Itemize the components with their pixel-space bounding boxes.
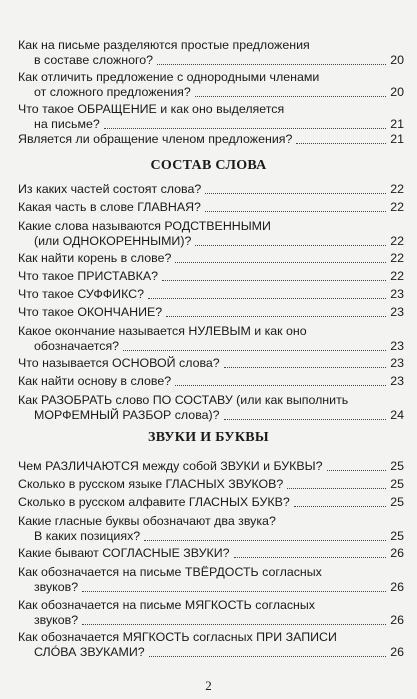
leader-dots xyxy=(294,505,386,507)
toc-entry xyxy=(18,251,404,266)
toc-page-number: 22 xyxy=(390,234,404,248)
toc-entry-text: Является ли обращение членом предложения? xyxy=(18,132,293,146)
toc-entry-line1: Какие гласные буквы обозначают два звука? xyxy=(18,514,276,528)
toc-entry xyxy=(18,514,404,544)
toc-entry-text: Сколько в русском алфавите ГЛАСНЫХ БУКВ? xyxy=(18,495,290,509)
toc-entry xyxy=(18,305,404,320)
toc-entry xyxy=(18,495,404,510)
toc-entry xyxy=(18,182,404,197)
toc-entry-text: Что такое ОКОНЧАНИЕ? xyxy=(18,305,163,319)
toc-page-number: 26 xyxy=(390,645,404,659)
leader-dots xyxy=(175,384,386,386)
toc-page-number: 25 xyxy=(390,459,404,473)
leader-dots xyxy=(224,366,387,368)
leader-dots xyxy=(205,192,386,194)
toc-entry-line2: от сложного предложения? xyxy=(34,85,191,99)
toc-page-number: 23 xyxy=(390,374,404,388)
toc-page-number: 25 xyxy=(390,529,404,543)
toc-entry xyxy=(18,324,404,354)
toc-entry-line2: обозначается? xyxy=(34,339,120,353)
toc-entry xyxy=(18,565,404,595)
toc-page-number: 23 xyxy=(390,339,404,353)
toc-page-number: 20 xyxy=(390,53,404,67)
toc-entry xyxy=(18,38,404,68)
toc-entry xyxy=(18,287,404,302)
leader-dots xyxy=(166,315,386,317)
toc-entry xyxy=(18,477,404,492)
toc-page-number: 26 xyxy=(390,613,404,627)
toc-entry-text: Какая часть в слове ГЛАВНАЯ? xyxy=(18,200,201,214)
toc-page-number: 23 xyxy=(390,305,404,319)
leader-dots xyxy=(287,487,386,489)
toc-page-number: 25 xyxy=(390,495,404,509)
toc-entry-line2: МОРФЕМНЫЙ РАЗБОР слова)? xyxy=(34,408,220,422)
toc-entry-text: Сколько в русском языке ГЛАСНЫХ ЗВУКОВ? xyxy=(18,477,284,491)
toc-entry-line1: Какое окончание называется НУЛЕВЫМ и как оно xyxy=(18,324,307,338)
leader-dots xyxy=(195,95,386,97)
toc-entry-text: Как найти основу в слове? xyxy=(18,374,172,388)
leader-dots xyxy=(123,349,386,351)
toc-entry-text: Из каких частей состоят слова? xyxy=(18,182,202,196)
toc-entry-line1: Как обозначается на письме ТВЁРДОСТЬ согласных xyxy=(18,565,322,579)
toc-entry-line2: звуков? xyxy=(34,580,79,594)
toc-entry-text: Что называется ОСНОВОЙ слова? xyxy=(18,356,220,370)
section-title: СОСТАВ СЛОВА xyxy=(150,158,267,173)
section-title: ЗВУКИ И БУКВЫ xyxy=(148,430,269,445)
toc-page-number: 21 xyxy=(390,132,404,146)
toc-entry-text: Как найти корень в слове? xyxy=(18,251,172,265)
toc-entry-line2: на письме? xyxy=(34,117,100,131)
toc-entry-line2: СЛÓВА ЗВУКАМИ? xyxy=(34,645,145,659)
toc-entry xyxy=(18,393,404,423)
toc-entry xyxy=(18,546,404,561)
leader-dots xyxy=(296,142,386,144)
toc-entry xyxy=(18,132,404,147)
toc-page-number: 22 xyxy=(390,182,404,196)
toc-entry-line1: Как обозначается МЯГКОСТЬ согласных ПРИ ЗАПИСИ xyxy=(18,630,337,644)
toc-page-number: 23 xyxy=(390,356,404,370)
toc-entry-line2: В каких позициях? xyxy=(34,529,141,543)
toc-entry-line1: Как РАЗОБРАТЬ слово ПО СОСТАВУ (или как выполнить xyxy=(18,393,349,407)
toc-entry xyxy=(18,102,404,132)
leader-dots xyxy=(148,297,386,299)
toc-entry xyxy=(18,70,404,100)
toc-entry-line2: (или ОДНОКОРЕННЫМИ)? xyxy=(34,234,192,248)
toc-page-number: 22 xyxy=(390,200,404,214)
toc-entry xyxy=(18,598,404,628)
leader-dots xyxy=(82,623,386,625)
toc-entry-line2: в составе сложного? xyxy=(34,53,154,67)
leader-dots xyxy=(149,655,387,657)
toc-page-number: 21 xyxy=(390,117,404,131)
toc-entry-line1: Как обозначается на письме МЯГКОСТЬ согласных xyxy=(18,598,315,612)
toc-entry-line1: Какие слова называются РОДСТВЕННЫМИ xyxy=(18,219,271,233)
toc-page-number: 26 xyxy=(390,580,404,594)
toc-page-number: 24 xyxy=(390,408,404,422)
toc-entry-line1: Что такое ОБРАЩЕНИЕ и как оно выделяется xyxy=(18,102,285,116)
toc-entry-line2: звуков? xyxy=(34,613,79,627)
leader-dots xyxy=(162,279,386,281)
toc-entry-text: Что такое СУФФИКС? xyxy=(18,287,144,301)
toc-page-number: 26 xyxy=(390,546,404,560)
page-number: 2 xyxy=(205,678,212,693)
toc-entry xyxy=(18,374,404,389)
toc-page-number: 25 xyxy=(390,477,404,491)
toc-entry xyxy=(18,269,404,284)
leader-dots xyxy=(82,590,386,592)
toc-entry xyxy=(18,219,404,249)
toc-entry xyxy=(18,459,404,474)
leader-dots xyxy=(144,539,386,541)
leader-dots xyxy=(224,418,387,420)
toc-entry xyxy=(18,356,404,371)
toc-entry-line1: Как на письме разделяются простые предложения xyxy=(18,38,310,52)
toc-entry-line1: Как отличить предложение с однородными членами xyxy=(18,70,320,84)
toc-page-number: 22 xyxy=(390,251,404,265)
leader-dots xyxy=(234,556,387,558)
leader-dots xyxy=(175,261,386,263)
toc-page-number: 23 xyxy=(390,287,404,301)
toc-entry xyxy=(18,630,404,660)
toc-page-number: 20 xyxy=(390,85,404,99)
leader-dots xyxy=(195,244,386,246)
toc-entry-text: Чем РАЗЛИЧАЮТСЯ между собой ЗВУКИ и БУКВЫ? xyxy=(18,459,323,473)
leader-dots xyxy=(205,210,386,212)
toc-page-number: 22 xyxy=(390,269,404,283)
leader-dots xyxy=(157,63,386,65)
leader-dots xyxy=(327,469,387,471)
leader-dots xyxy=(104,127,386,129)
toc-entry-text: Что такое ПРИСТАВКА? xyxy=(18,269,159,283)
toc-entry-text: Какие бывают СОГЛАСНЫЕ ЗВУКИ? xyxy=(18,546,230,560)
toc-entry xyxy=(18,200,404,215)
